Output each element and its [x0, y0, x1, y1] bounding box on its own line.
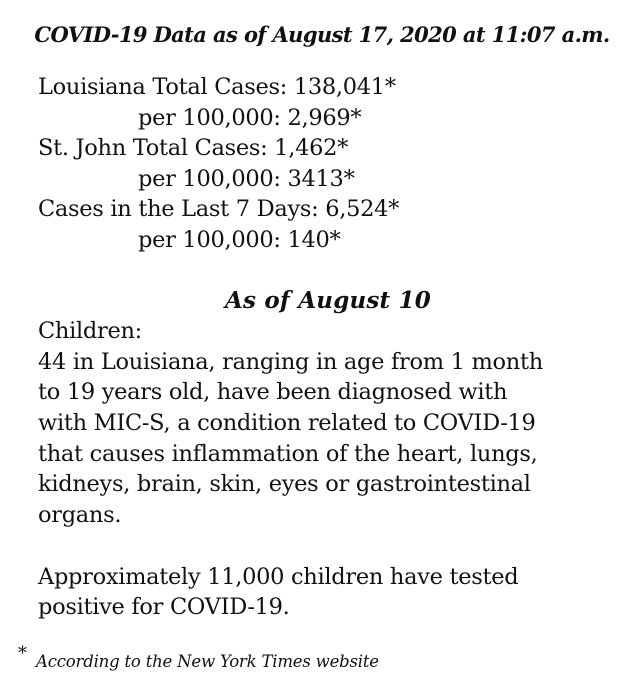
- last-7-days-per-100k: per 100,000: 140*: [138, 226, 341, 253]
- paragraph-line: positive for COVID-19.: [38, 594, 290, 621]
- case-statistics: [38, 72, 399, 255]
- paragraph-line: 44 in Louisiana, ranging in age from 1 month: [38, 348, 543, 375]
- page-title: COVID-19 Data as of August 17, 2020 at 11:07 a.m.: [34, 22, 610, 47]
- paragraph-gap: [38, 531, 638, 562]
- paragraph-line: organs.: [38, 502, 122, 529]
- st-john-per-100k: per 100,000: 3413*: [138, 165, 355, 192]
- section-heading: As of August 10: [224, 287, 431, 314]
- paragraph-line: kidneys, brain, skin, eyes or gastrointestinal: [38, 471, 531, 498]
- last-7-days-cases: Cases in the Last 7 Days: 6,524*: [38, 196, 400, 222]
- paragraph-line: Approximately 11,000 children have tested: [38, 563, 519, 590]
- paragraph-line: that causes inflammation of the heart, lungs,: [38, 440, 538, 467]
- paragraph-line: with MIC-S, a condition related to COVID-19: [38, 410, 536, 437]
- footnote-text: According to the New York Times website: [36, 652, 379, 671]
- st-john-total-cases: St. John Total Cases: 1,462*: [38, 135, 349, 161]
- louisiana-total-cases: Louisiana Total Cases: 138,041*: [38, 74, 396, 100]
- louisiana-per-100k: per 100,000: 2,969*: [138, 104, 362, 131]
- paragraph-line: to 19 years old, have been diagnosed with: [38, 379, 508, 406]
- children-label: Children:: [38, 318, 142, 344]
- footnote-marker: *: [18, 643, 27, 664]
- children-section: [38, 316, 638, 623]
